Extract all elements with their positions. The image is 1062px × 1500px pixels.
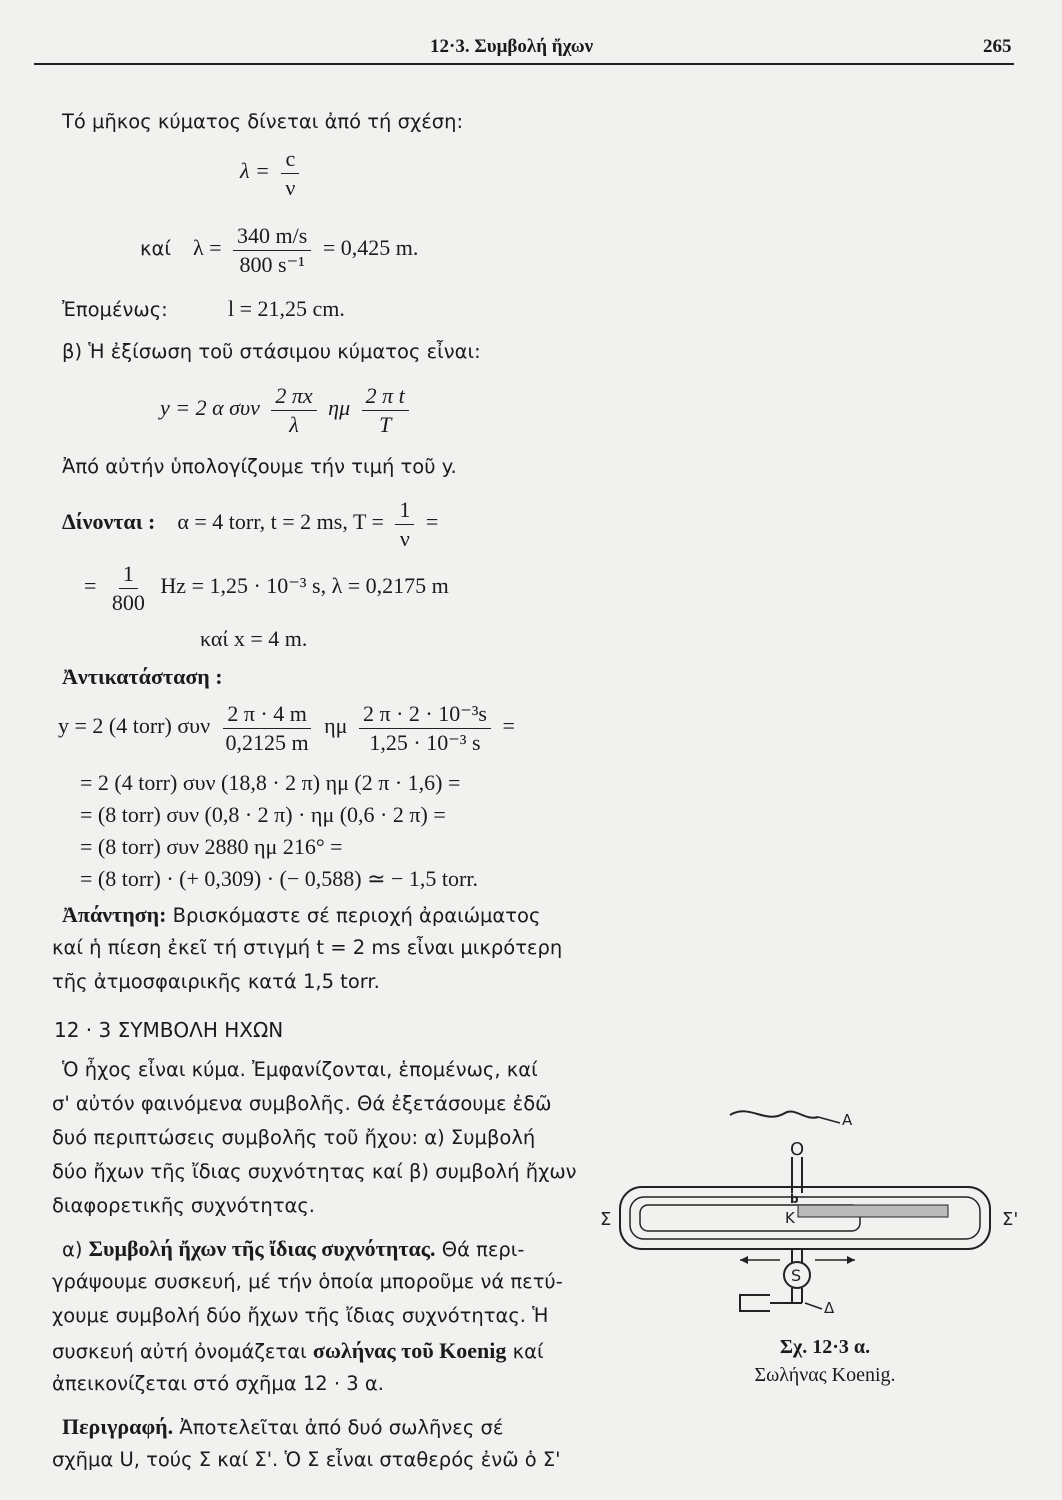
para3-line1: Περιγραφή. Ἀποτελεῖται ἀπό δυό σωλῆνες σέ — [62, 1414, 504, 1439]
equation-9: = (8 torr) · (+ 0,309) · (− 0,588) ≃ − 1,5 torr. — [80, 866, 478, 891]
header-rule — [34, 63, 1014, 65]
equation-2: καί λ = $\frac{340 m/s}{\text{800 s⁻¹}}$ = 0,425 m. — [140, 223, 419, 277]
thus-equation: l = 21,25 cm. — [228, 296, 345, 321]
answer-line-3: τῆς ἀτμοσφαιρικῆς κατά 1,5 torr. — [52, 970, 380, 993]
equation-3: y = 2 α συν $\frac{2 \pi x}{\lambda}$ ημ $\frac{\text{2 π t}}{T}$ — [160, 382, 415, 438]
tuning-fork — [740, 1295, 770, 1311]
para2-line2: γράψουμε συσκευή, μέ τήν ὁποία μποροῦμε νά πετύ- — [52, 1270, 563, 1293]
arrow-right-head — [847, 1256, 855, 1264]
label-k: K — [785, 1209, 795, 1227]
label-a: A — [842, 1111, 853, 1129]
para1-line5: διαφορετικῆς συχνότητας. — [52, 1194, 315, 1217]
para2-line4: συσκευή αὐτή ὀνομάζεται σωλήνας τοῦ Koenig καί — [52, 1338, 544, 1363]
label-b: b — [790, 1192, 799, 1206]
para2-line3: χουμε συμβολή δύο ἤχων τῆς ἴδιας συχνότητας. Ἡ — [52, 1304, 549, 1327]
para1-line3: δυό περιπτώσεις συμβολῆς τοῦ ἤχου: α) Συμβολή — [52, 1126, 536, 1149]
figure-caption-title: Σωλήνας Koenig. — [754, 1364, 896, 1386]
mouthpiece-shape — [730, 1111, 818, 1117]
equation-4: = $\frac{1}{800}$ Hz = 1,25 · 10⁻³ s, λ = 0,2175 m — [84, 561, 449, 615]
para2-line5: ἀπεικονίζεται στό σχῆμα 12 · 3 α. — [52, 1372, 384, 1395]
label-o: O — [790, 1139, 805, 1160]
pointer-delta — [805, 1303, 822, 1309]
equation-6: = 2 (4 torr) συν (18,8 · 2 π) ημ (2 π · 1,6) = — [80, 770, 461, 795]
intro-line: Τό μῆκος κύματος δίνεται ἀπό τή σχέση: — [62, 110, 464, 133]
figure-caption-number: Σχ. 12·3 α. — [779, 1336, 871, 1358]
page-number: 265 — [983, 36, 1012, 57]
answer-line-1: Ἀπάντηση: Βρισκόμαστε σέ περιοχή ἀραιώματος — [62, 902, 541, 927]
beta-line: β) Ἡ ἐξίσωση τοῦ στάσιμου κύματος εἶναι: — [62, 340, 481, 363]
and-x-line: καί x = 4 m. — [200, 626, 308, 651]
label-s: S — [791, 1266, 802, 1285]
para3-line2: σχῆμα U, τούς Σ καί Σ'. Ὁ Σ εἶναι σταθερός ἐνῶ ὁ Σ' — [52, 1448, 561, 1471]
middle-tube — [630, 1197, 980, 1239]
koenig-tube-figure — [590, 1095, 1060, 1320]
running-header: 12·3. Συμβολή ἤχων — [430, 36, 594, 57]
substitution-label: Ἀντικατάσταση : — [62, 664, 223, 689]
thus-label: Ἐπομένως: — [62, 298, 168, 321]
equation-1: λ = $\frac{c}{\nu}$ — [240, 145, 305, 201]
para1-line1: Ὁ ἦχος εἶναι κύμα. Ἐμφανίζονται, ἑπομένως, καί — [62, 1058, 538, 1081]
section-heading: 12 · 3 ΣΥΜΒΟΛΗ ΗΧΩΝ — [54, 1018, 284, 1042]
equation-5: y = 2 (4 torr) συν $\frac{2 \pi \cdot 4 m}{0,2125 m}$ ημ $\frac{\text{2 π · 2 · 10⁻³s}}{\text{1,25 · 10⁻³ s}}$ = — [58, 701, 515, 755]
equation-8: = (8 torr) συν 2880 ημ 216° = — [80, 834, 343, 859]
label-sigma-prime: Σ' — [1002, 1209, 1019, 1230]
given-line: Δίνονται : α = 4 torr, t = 2 ms, T = $\frac{1}{\nu}$ = — [62, 497, 439, 551]
answer-line-2: καί ἡ πίεση ἐκεῖ τή στιγμή t = 2 ms εἶναι μικρότερη — [52, 936, 563, 959]
scale-bar — [798, 1205, 948, 1217]
para1-line4: δύο ἤχων τῆς ἴδιας συχνότητας καί β) συμβολή ἤχων — [52, 1160, 577, 1183]
pointer-a — [818, 1117, 840, 1123]
arrow-left-head — [740, 1256, 748, 1264]
from-line: Ἀπό αὐτήν ὑπολογίζουμε τήν τιμή τοῦ y. — [62, 455, 457, 478]
label-sigma: Σ — [600, 1209, 612, 1230]
equation-7: = (8 torr) συν (0,8 · 2 π) · ημ (0,6 · 2 π) = — [80, 802, 446, 827]
label-delta: Δ — [824, 1299, 835, 1317]
para1-line2: σ' αὐτόν φαινόμενα συμβολῆς. Θά ἐξετάσουμε ἐδῶ — [52, 1092, 552, 1115]
para2-line1: α) Συμβολή ἤχων τῆς ἴδιας συχνότητας. Θά περι- — [62, 1236, 525, 1261]
